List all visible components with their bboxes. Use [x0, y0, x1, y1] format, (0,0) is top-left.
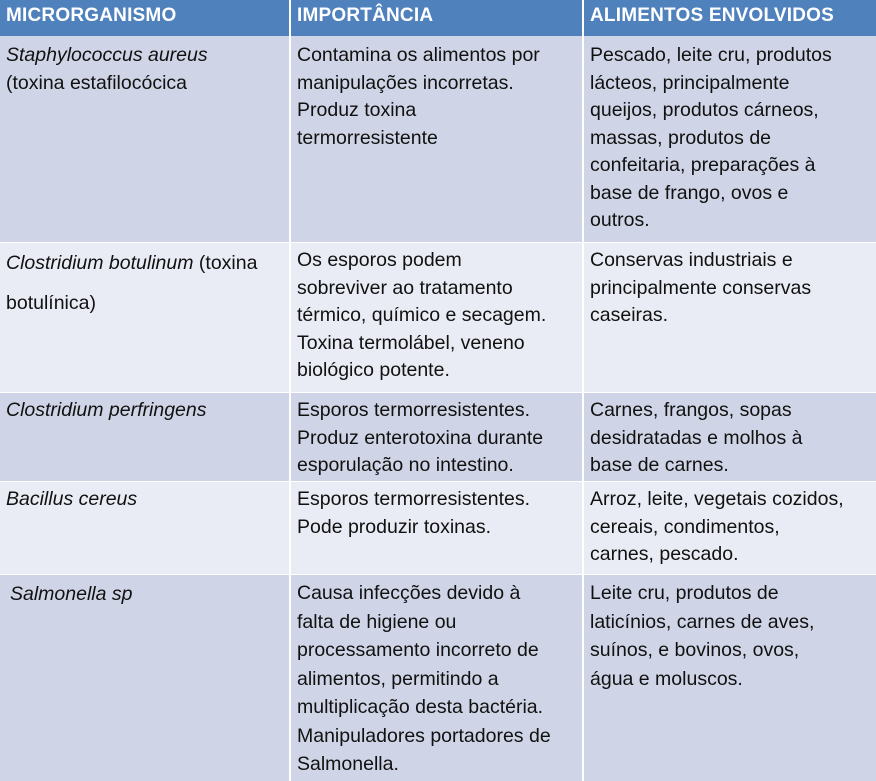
- table-row: [0, 243, 876, 392]
- organism-note: (toxina: [193, 252, 258, 274]
- header-importancia: IMPORTÂNCIA: [291, 0, 584, 36]
- organism-note-2: botulínica): [6, 292, 96, 314]
- organism-cell: [0, 575, 291, 781]
- header-alimentos: ALIMENTOS ENVOLVIDOS: [584, 0, 876, 36]
- table-row: [0, 575, 876, 781]
- organism-name: Clostridium botulinum: [6, 252, 194, 274]
- importance-cell: Causa infecções devido à falta de higiene ou processamento incorreto de alimentos, permitindo a multiplicação desta bactéria. Manipuladores portadores de Salmonella.: [291, 575, 584, 781]
- organism-cell: [0, 243, 291, 392]
- table-row: [0, 36, 876, 242]
- organism-cell: [0, 393, 291, 481]
- foods-cell: Leite cru, produtos de laticínios, carnes de aves, suínos, e bovinos, ovos, água e moluscos.: [584, 575, 876, 781]
- foods-cell: Arroz, leite, vegetais cozidos, cereais, condimentos, carnes, pescado.: [584, 482, 876, 574]
- importance-cell: Contamina os alimentos por manipulações incorretas. Produz toxina termorresistente: [291, 36, 584, 242]
- organism-name: Bacillus cereus: [6, 488, 138, 510]
- foods-cell: Conservas industriais e principalmente conservas caseiras.: [584, 243, 876, 392]
- table-row: [0, 482, 876, 574]
- organism-note: (toxina estafilocócica: [6, 71, 188, 94]
- importance-cell: Esporos termorresistentes. Produz enterotoxina durante esporulação no intestino.: [291, 393, 584, 481]
- importance-cell: Os esporos podem sobreviver ao tratamento térmico, químico e secagem. Toxina termolábel, veneno biológico potente.: [291, 243, 584, 392]
- foods-cell: Pescado, leite cru, produtos lácteos, principalmente queijos, produtos cárneos, massas, produtos de confeitaria, preparações à base de frango, ovos e outros.: [584, 36, 876, 242]
- header-microrganismo: MICRORGANISMO: [0, 0, 291, 36]
- table-row: [0, 393, 876, 481]
- organism-name: Staphylococcus aureus: [6, 44, 208, 66]
- organism-cell: [0, 482, 291, 574]
- table-header-row: [0, 0, 876, 36]
- foods-cell: Carnes, frangos, sopas desidratadas e molhos à base de carnes.: [584, 393, 876, 481]
- importance-cell: Esporos termorresistentes. Pode produzir toxinas.: [291, 482, 584, 574]
- organism-name: Clostridium perfringens: [6, 399, 207, 421]
- organism-name: Salmonella sp: [10, 583, 133, 605]
- organism-cell: [0, 36, 291, 242]
